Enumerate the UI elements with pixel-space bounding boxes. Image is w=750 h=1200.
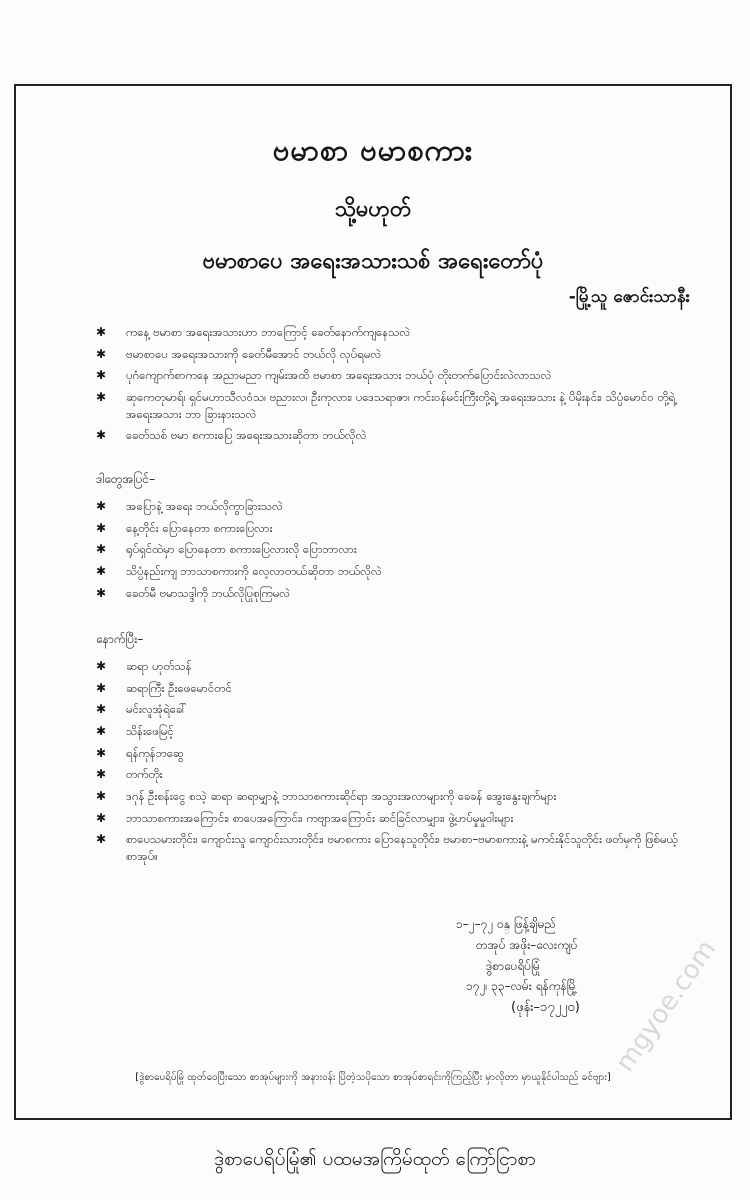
main-title: ဗမာစာ ဗမာစကား (272, 133, 474, 167)
list-item: ✱ ရန်ကုန်ဘဆွေ (96, 745, 700, 762)
list-item: ✱ မင်းလူအုံရဲခေါ် (96, 701, 700, 718)
bullet-star-icon: ✱ (96, 659, 107, 673)
list-item: ✱ ကနေ့ ဗမာစာ အရေးအသားဟာ ဘာကြောင့် ခေတ်နောက်ကျနေသလဲ (96, 324, 700, 341)
topic-list-2 (96, 498, 700, 606)
bullet-star-icon: ✱ (96, 702, 107, 717)
price-line: တအုပ် အဖိုး–လေးကျပ် (476, 937, 578, 952)
bullet-star-icon: ✱ (96, 832, 107, 847)
list-item: ✱ ဆရာ ဟုတ်သန် (96, 658, 700, 675)
publisher-name: ဒွဲစာပေရိပ်မြုံ (486, 958, 540, 973)
list-item: ✱ ခေတ်သစ် ဗမာ စကားပြေ အရေးအသားဆိုတာ ဘယ်လိုလဲ (96, 427, 700, 444)
list-item: ✱ နေ့တိုင်း ပြောနေတာ စကားပြေလား (96, 520, 700, 537)
release-date: ၁–၂–၇၂ ဝန္ ဖြန့်ချိမည် (456, 917, 557, 931)
bullet-star-icon: ✱ (96, 724, 107, 739)
footnote: [ဒွဲစာပေရိပ်မြုံ ထုတ်ဝေပြီးသော စာအုပ်များကို အနားဝန်း ပြိတဲ့သပိုသော စာအုပ်စာရင်းကိုကြည့်ပြီး မှာလိုတာ မှာယူနိုင်ပါသည် ခင်ဗျား] (135, 1072, 611, 1083)
watermark: mgyoe.com (610, 934, 723, 1078)
advertisement-frame (14, 84, 732, 1120)
bullet-star-icon: ✱ (96, 745, 107, 760)
bullet-star-icon: ✱ (96, 585, 107, 600)
list-item: ✱ သိန်းဖေမြင့် (96, 723, 700, 740)
author-byline: -မြို့သူ ဇောင်းသာနီး (568, 287, 690, 307)
list-item: ✱ ပုဂံကျောက်စာကနေ အညာမညာ ကျမ်းအထိ ဗမာစာ အရေးအသား ဘယ်ပုံ တိုးတက်ပြောင်းလဲလာသလဲ (96, 367, 700, 384)
publisher-address: ၁၇၂၊ ၃၃–လမ်း ရန်ကုန်မြို့ (466, 979, 578, 994)
list-item: ✱ တက်တိုး (96, 766, 700, 783)
list-item: ✱ ဒဂုန် ဦးစန်းငွေ စသဲ့ ဆရာ ဆရာမျှာနဲ့ ဘာသာစကားဆိုင်ရာ အသွားအလာများကို ခေခန် အွေးနွေးချက်များ (96, 788, 700, 805)
bullet-star-icon: ✱ (96, 789, 107, 804)
bullet-star-icon: ✱ (96, 520, 107, 535)
list-item: ✱ အပြောနဲ့ အရေး ဘယ်လိုကွာခြားသလဲ (96, 498, 700, 515)
list-item: ✱ စာပေသမားတိုင်း၊ ကျောင်းသူ ကျောင်းသားတိုင်း၊ ဗမာစကား ပြောနေသူတိုင်း၊ ဗမာစာ–ဗမာစကားနဲ့ မကင်းနိုင်သူတိုင်း ဖတ်မှကို ဖြစ်မယ့်စာအုပ်။ (96, 832, 678, 864)
list-item: ✱ ဘာသာစကားအကြောင်း၊ စာပေအကြောင်း၊ ကဗျာအကြောင်း ဆင်ခြင်လာမျှား၊ ဖွဲ့ဟပ်မှုမှုဝါးများ (96, 810, 700, 827)
bullet-star-icon: ✱ (96, 810, 107, 825)
topic-list-3 (96, 658, 700, 870)
list-item: ✱ ဗမာစာပေ အရေးအသားကို ခေတ်မီအောင် ဘယ်လို လုပ်ရမလဲ (96, 346, 700, 363)
bullet-star-icon: ✱ (96, 390, 107, 405)
bullet-star-icon: ✱ (96, 325, 107, 339)
bullet-star-icon: ✱ (96, 346, 107, 361)
image-caption: ဒွဲစာပေရိပ်မြုံ၏ ပထမအကြိမ်ထုတ် ကြော်ငြာစာ (214, 1148, 536, 1170)
subtitle-revolution: ဗမာစာပေ အရေးအသားသစ် အရေးတော်ပုံ (202, 249, 544, 274)
list-item: ✱ ဆရာကြီး ဦးဖေမောင်တင် (96, 680, 700, 697)
section-heading-next: နောက်ပြီး– (96, 632, 144, 646)
list-item: ✱ ခေတ်မီ ဗမာသဒ္ဒါကို ဘယ်လိုပြုစုကြမလဲ (96, 585, 700, 602)
topic-list-1 (96, 324, 700, 449)
section-heading-besides: ဒါတွေအပြင်– (96, 472, 156, 486)
list-item: ✱ ရုပ်ရှင်ထဲမှာ ပြောနေတာ စကားပြေလားလို ပြောဘာလား (96, 541, 700, 558)
publisher-phone: (ဖုန်း–၁၇၂၂၀) (511, 1000, 580, 1016)
list-item: ✱ ဆုကေတုမာရ်၊ ရှင်မဟာသီလဝံသ၊ ဗညားလ၊ ဦးကုလား၊ ပဒေသရာဇာ၊ ကင်းဝန်မင်းကြီးတို့ရဲ့ အရေးအသား နဲ့ ပိမိုးနင်း၊ သိပ္ပံမောင်ဝ တို့ရဲ့ အရေးအသား ဘာ ခြားနားသလဲ (96, 390, 676, 421)
list-item: ✱ သိပ္ပံနည်းကျ ဘာသာစကားကို လေ့လာတယ်ဆိုတာ ဘယ်လိုလဲ (96, 563, 700, 580)
bullet-star-icon: ✱ (96, 428, 107, 443)
bullet-star-icon: ✱ (96, 368, 107, 383)
bullet-star-icon: ✱ (96, 564, 107, 579)
bullet-star-icon: ✱ (96, 680, 107, 695)
bullet-star-icon: ✱ (96, 499, 107, 513)
subtitle-or: သို့မဟုတ် (334, 197, 412, 222)
bullet-star-icon: ✱ (96, 767, 107, 782)
bullet-star-icon: ✱ (96, 542, 107, 557)
